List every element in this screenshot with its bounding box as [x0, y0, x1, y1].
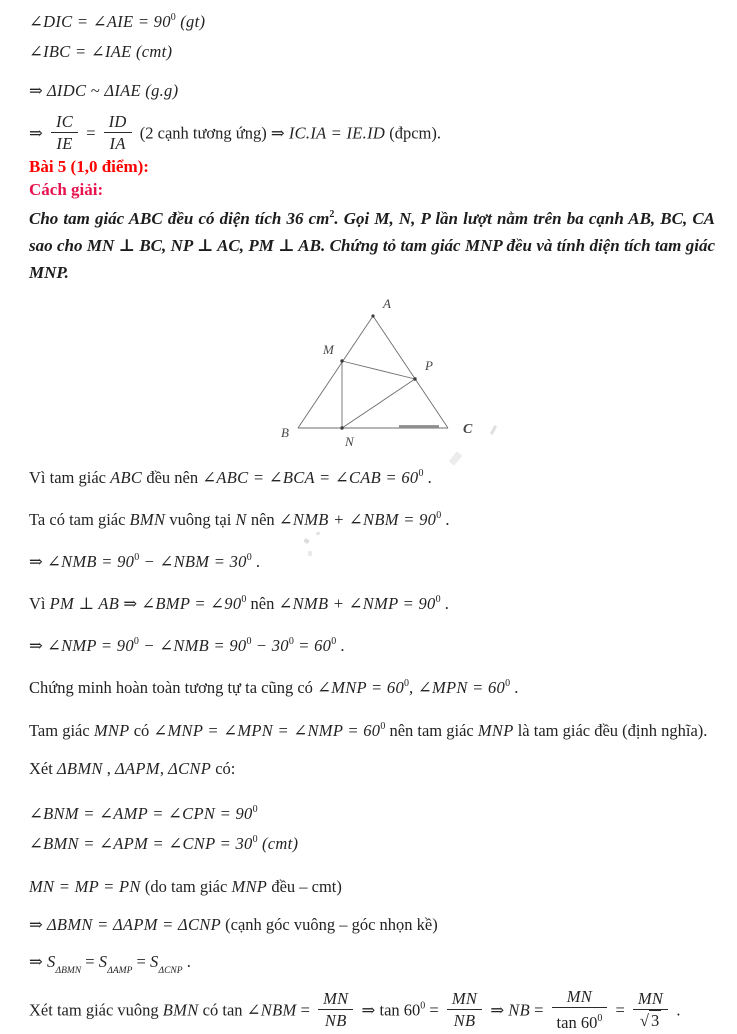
problem-statement	[29, 201, 715, 286]
fraction-numerator	[104, 112, 132, 133]
text-segment: là tam giác đều (định nghĩa).	[513, 721, 708, 740]
text-segment: .	[441, 510, 450, 529]
text-segment: ,	[102, 759, 116, 778]
text-segment: .	[251, 552, 260, 571]
text-segment: ∠NBM	[246, 1000, 297, 1020]
text-segment: có	[129, 721, 154, 740]
line-angles-30-cmt	[29, 828, 715, 855]
line-similar-proof-other-angles	[29, 672, 715, 699]
text-segment: MNP	[231, 877, 268, 896]
text-segment: ,	[159, 759, 169, 778]
text-segment: MN	[323, 989, 349, 1008]
text-segment: ∠ABC = ∠BCA = ∠CAB = 60	[202, 468, 419, 487]
fraction-denominator	[104, 133, 132, 153]
point-A	[371, 314, 374, 317]
text-segment: ΔAMP	[107, 966, 133, 976]
text-segment: 0	[380, 721, 386, 732]
edge-NP	[342, 379, 415, 428]
line-ratio-conclusion	[29, 114, 715, 155]
text-segment: 0	[134, 552, 140, 563]
text-segment: (cạnh góc vuông – góc nhọn kề)	[221, 915, 438, 934]
text-segment: = 60	[293, 636, 332, 655]
text-segment: 0	[252, 804, 258, 815]
text-segment: ∠BNM = ∠AMP = ∠CPN = 90	[29, 804, 253, 823]
fraction	[104, 112, 132, 153]
text-segment: 0	[246, 636, 252, 647]
text-segment: , ∠MPN = 60	[409, 678, 506, 697]
vertex-label-A: A	[383, 296, 391, 311]
text-segment: − ∠NBM = 30	[139, 552, 247, 571]
text-segment: ⇒	[486, 1000, 509, 1020]
text-segment: =	[296, 1000, 315, 1020]
line-equal-sides	[29, 875, 715, 898]
problem-heading: Bài 5 (1,0 điểm):	[29, 157, 149, 176]
text-segment: 0	[133, 636, 139, 647]
text-segment: Vì tam giác	[29, 468, 111, 487]
text-segment: MNP	[477, 721, 514, 740]
fraction-numerator	[552, 987, 608, 1008]
solution-proof	[29, 462, 715, 1034]
triangle-diagram	[261, 290, 506, 456]
line-consider-triangles	[29, 757, 715, 780]
line-nmp-60	[29, 630, 715, 657]
fraction-denominator	[447, 1010, 482, 1030]
text-segment: Tam giác	[29, 721, 94, 740]
text-segment: đều – cmt)	[267, 877, 342, 896]
text-segment: ⇒	[29, 552, 47, 571]
line-nmb-30	[29, 546, 715, 573]
text-segment: NB	[453, 1011, 476, 1030]
text-segment: (do tam giác	[140, 877, 232, 896]
fraction	[51, 112, 78, 153]
fraction-numerator	[447, 989, 482, 1010]
text-segment: S	[149, 952, 159, 971]
text-segment: MN	[451, 989, 478, 1008]
text-segment: Vì	[29, 594, 50, 613]
triangle-figure	[29, 290, 715, 456]
text-segment: ΔCNP	[158, 966, 183, 976]
text-segment: .	[672, 1000, 681, 1020]
text-segment: IC.IA = IE.ID	[288, 123, 386, 143]
line-pm-perp-ab	[29, 588, 715, 615]
text-segment: 0	[170, 12, 176, 23]
text-segment: (cmt)	[257, 834, 299, 853]
line-angle-ibc	[29, 40, 715, 63]
text-segment: ⇒	[29, 636, 47, 655]
text-segment: ∠NMP = 90	[46, 636, 134, 655]
line-tangent-calculation	[29, 989, 715, 1034]
text-segment: 0	[252, 834, 258, 845]
line-abc-equilateral-angles	[29, 462, 715, 489]
text-segment: Xét tam giác vuông	[29, 1000, 163, 1020]
text-segment: IE	[56, 134, 73, 153]
text-segment: Xét	[29, 759, 57, 778]
text-segment: IA	[109, 134, 126, 153]
fraction-numerator	[51, 112, 78, 133]
line-right-angles-90	[29, 798, 715, 825]
text-segment: − 30	[251, 636, 289, 655]
line-similar-triangles	[29, 79, 715, 102]
text-segment: =	[611, 1000, 629, 1020]
text-segment: ∠NMB + ∠NBM = 90	[278, 510, 437, 529]
text-segment: ΔAPM	[115, 759, 160, 778]
text-segment: nên tam giác	[385, 721, 478, 740]
text-segment: S	[46, 952, 56, 971]
text-segment: (2 cạnh tương ứng) ⇒	[135, 123, 289, 143]
line-mnp-equilateral	[29, 715, 715, 742]
vertex-label-C: C	[463, 422, 473, 437]
text-segment: MN	[566, 987, 593, 1006]
vertex-label-M: M	[323, 342, 334, 357]
point-P	[413, 377, 416, 380]
text-segment: ΔBMN = ΔAPM = ΔCNP	[46, 915, 221, 934]
text-segment: PM ⊥ AB	[49, 594, 120, 613]
text-segment: 0	[505, 678, 511, 689]
text-segment: √	[639, 1011, 649, 1030]
text-segment: . Gọi M, N, P lần lượt nằm trên ba cạnh AB, BC, CA sao cho MN ⊥ BC, NP ⊥ AC, PM ⊥ AB. Chứng tỏ tam giác MNP đều và tính diện tích tam giác MNP.	[29, 209, 715, 282]
text-segment: ⇒	[29, 915, 47, 934]
text-segment: ∠MNP = ∠MPN = ∠NMP = 60	[153, 721, 381, 740]
fraction-denominator	[633, 1010, 668, 1030]
text-segment: ⇒	[119, 594, 142, 613]
text-segment: 2	[329, 209, 335, 220]
text-segment: 0	[404, 678, 410, 689]
text-segment: 0	[288, 636, 294, 647]
text-segment: (đpcm).	[385, 123, 442, 143]
text-segment: có:	[211, 759, 236, 778]
point-M	[340, 359, 343, 362]
text-segment: 0	[246, 552, 252, 563]
text-segment: 0	[241, 594, 247, 605]
text-segment: nên	[246, 594, 279, 613]
text-segment: .	[336, 636, 345, 655]
text-segment: vuông tại	[165, 510, 236, 529]
text-segment: có tan	[198, 1000, 247, 1020]
text-segment: 0	[420, 1000, 426, 1012]
text-segment: MN = MP = PN	[29, 877, 141, 896]
fraction-denominator	[51, 133, 78, 153]
text-segment: 0	[331, 636, 337, 647]
text-segment: ⇒ tan 60	[357, 1000, 421, 1020]
text-segment: nên	[246, 510, 279, 529]
edge-CA	[373, 316, 448, 428]
text-segment: đều nên	[142, 468, 203, 487]
text-segment: =	[425, 1000, 443, 1020]
text-segment: Cho tam giác ABC đều có diện tích 36 cm	[29, 209, 330, 228]
vertex-label-P: P	[425, 358, 433, 373]
vertex-label-N: N	[345, 434, 354, 449]
point-N	[340, 426, 343, 429]
text-segment: .	[182, 952, 191, 971]
text-segment: .	[510, 678, 519, 697]
line-angle-dic	[29, 6, 715, 33]
text-segment: (gt)	[175, 12, 206, 31]
text-segment: ∠DIC = ∠AIE = 90	[29, 12, 171, 31]
previous-problem-proof	[29, 6, 715, 155]
text-segment: Chứng minh hoàn toàn tương tự ta cũng có	[29, 678, 318, 697]
text-segment: 3	[650, 1011, 660, 1030]
vertex-label-B: B	[281, 425, 289, 440]
text-segment: ∠NMB + ∠NMP = 90	[278, 594, 436, 613]
text-segment: IC	[55, 112, 74, 131]
text-segment: 0	[418, 468, 424, 479]
text-segment: 0	[436, 510, 442, 521]
text-segment: NB	[508, 1000, 530, 1020]
text-segment: BMN	[129, 510, 166, 529]
fraction-denominator	[552, 1008, 608, 1032]
text-segment: ⇒	[29, 123, 47, 143]
text-segment: MN	[637, 989, 664, 1008]
text-segment: tan 60	[556, 1013, 598, 1032]
fraction-numerator	[633, 989, 668, 1010]
line-congruent-triangles	[29, 913, 715, 936]
text-segment: ΔCNP	[168, 759, 212, 778]
text-segment: MNP	[93, 721, 130, 740]
fraction-numerator	[318, 989, 353, 1010]
text-segment: ΔBMN	[55, 966, 82, 976]
text-segment: ∠NMB = 90	[46, 552, 135, 571]
edge-MP	[342, 361, 415, 379]
text-segment: ⇒	[29, 81, 47, 100]
text-segment: =	[81, 952, 99, 971]
text-segment: N	[235, 510, 247, 529]
text-segment: 0	[435, 594, 441, 605]
text-segment: =	[82, 123, 100, 143]
text-segment: =	[529, 1000, 548, 1020]
text-segment: ∠IBC = ∠IAE (cmt)	[29, 42, 173, 61]
line-bmn-right-triangle	[29, 504, 715, 531]
text-segment: ⇒	[29, 952, 47, 971]
text-segment: ID	[108, 112, 127, 131]
text-segment: 0	[597, 1013, 603, 1024]
text-segment: =	[132, 952, 150, 971]
text-segment: Ta có tam giác	[29, 510, 130, 529]
fraction-denominator	[318, 1010, 353, 1030]
text-segment: ∠MNP = 60	[317, 678, 405, 697]
text-segment: ΔIDC ~ ΔIAE (g.g)	[46, 81, 179, 100]
edge-AB	[298, 316, 373, 428]
text-segment: ΔBMN	[56, 759, 103, 778]
text-segment: .	[440, 594, 449, 613]
text-segment: .	[423, 468, 432, 487]
text-segment: S	[98, 952, 108, 971]
text-segment: ∠BMN = ∠APM = ∠CNP = 30	[29, 834, 253, 853]
text-segment: NB	[324, 1011, 347, 1030]
text-segment: BMN	[162, 1000, 199, 1020]
line-equal-areas	[29, 950, 715, 983]
solution-heading: Cách giải:	[29, 180, 104, 199]
text-segment: − ∠NMB = 90	[138, 636, 247, 655]
text-segment: ∠BMP = ∠90	[141, 594, 242, 613]
text-segment: ABC	[110, 468, 143, 487]
